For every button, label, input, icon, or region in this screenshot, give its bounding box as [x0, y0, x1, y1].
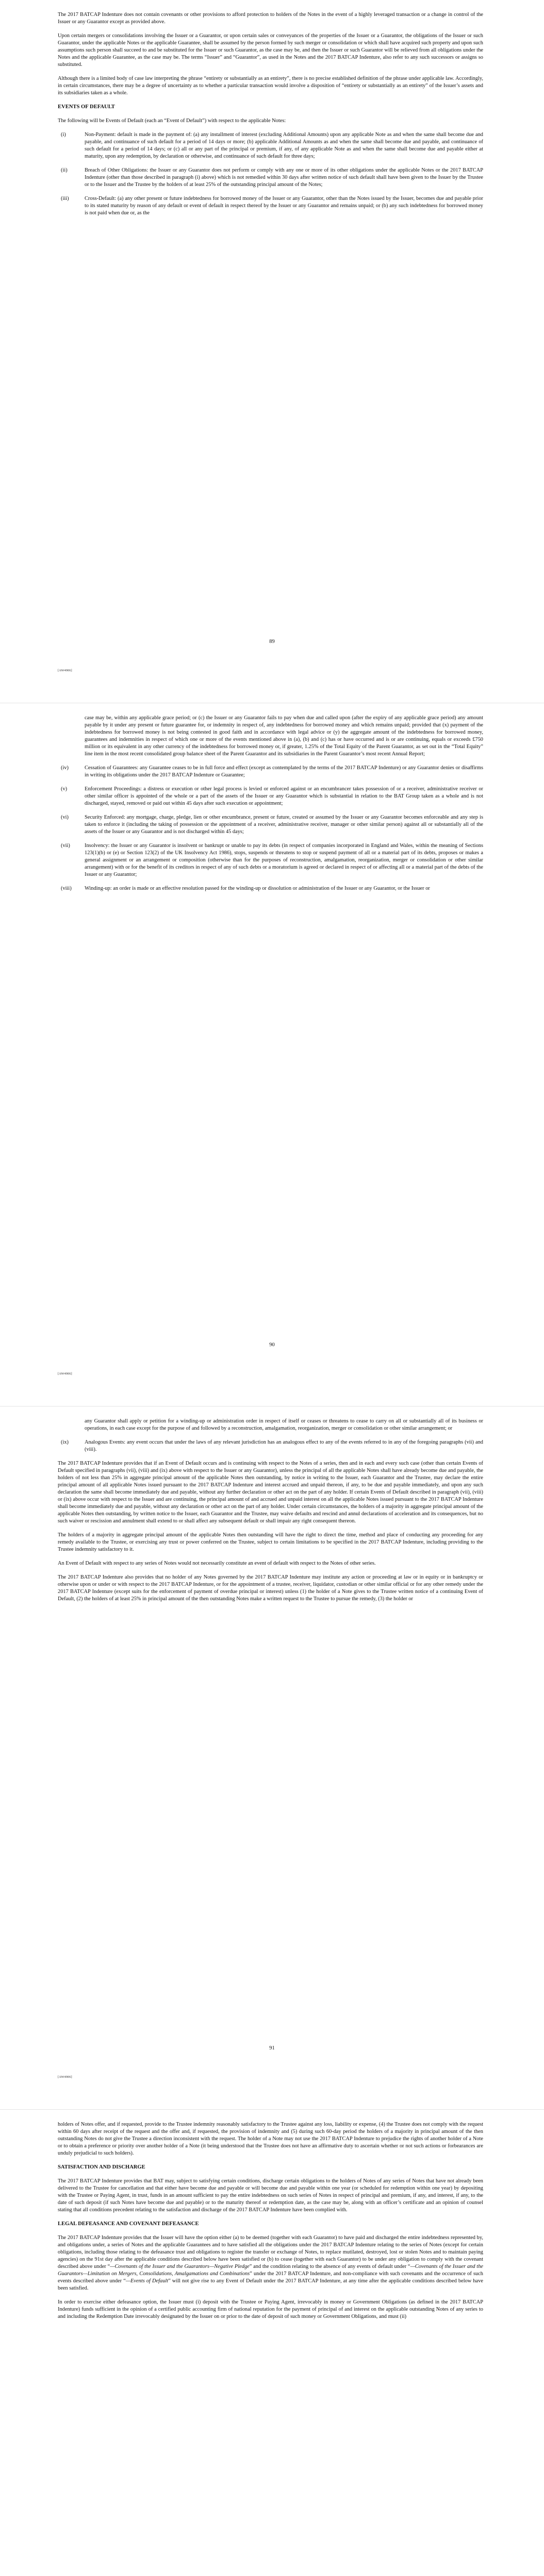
section-heading: SATISFACTION AND DISCHARGE [58, 2164, 145, 2170]
list-item [58, 842, 483, 878]
item-text: Analogous Events: any event occurs that under the laws of any relevant jurisdiction has an analogous effect to any of the events referred to in any of the foregoing paragraphs (vii) and (viii). [85, 1439, 483, 1452]
paragraph: Upon certain mergers or consolidations involving the Issuer or a Guarantor, or upon certain sales or conveyances of the properties of the Issuer or a Guarantor, the obligations of the Issuer or such Guarantor, under the applicable Notes or the applicable Guarantee, shall be assumed by the person formed by such merger or consolidation or which shall have acquired such property and upon such assumptions such person shall succeed to and be substituted for the Issuer or such Guarantor, as the case may be, and then the Issuer or such Guarantor will be relieved from all obligations under the Notes and the applicable Guarantee, as the case may be. The terms “Issuer” and “Guarantor”, as used in the Notes and the 2017 BATCAP Indenture, also refer to any such successors or assigns so substituted. [58, 33, 483, 67]
cross-reference: —Covenants of the Issuer and the Guarantors—Limitation on Mergers, Consolidations, Amalgamations and Combinations [58, 2264, 484, 2277]
item-number: (vii) [61, 843, 70, 849]
item-text: Enforcement Proceedings: a distress or execution or other legal process is levied or enforced against or an encumbrancer takes possession of or a receiver, administrative receiver or other similar officer is appointed of the whole or a part of the assets of the Issuer or any Guarantor which is substantial in relation to the BAT Group taken as a whole and is not discharged, stayed, removed or paid out within 45 days after such execution or appointment; [85, 786, 483, 806]
item-number: (i) [61, 132, 66, 138]
item-text: Cessation of Guarantees: any Guarantee ceases to be in full force and effect (except as contemplated by the terms of the 2017 BATCAP Indenture) or any Guarantor denies or disaffirms in writing its obligations under the 2017 BATCAP Indenture or Guarantee; [85, 765, 483, 778]
list-item [58, 1439, 483, 1453]
section-heading: EVENTS OF DEFAULT [58, 104, 115, 110]
list-item [58, 786, 483, 807]
page-89 [0, 0, 544, 703]
item-number: (ii) [61, 167, 68, 173]
item-text: Security Enforced: any mortgage, charge, pledge, lien or other encumbrance, present or future, created or assumed by the Issuer or any Guarantor becomes enforceable and any step is taken to enforce it (including the taking of possession or the appointment of a receiver, administrative receiver, manager or other similar person) against all or substantially all of the assets of the Issuer or any Guarantor and is not discharged within 45 days; [85, 815, 483, 835]
item-text: Insolvency: the Issuer or any Guarantor is insolvent or bankrupt or unable to pay its debts (in respect of companies incorporated in England and Wales, within the meaning of Sections 123(1)(b) or (e) or Section 123(2) of the UK Insolvency Act 1986), stops, suspends or threatens to stop or suspend payment of all or a material part of its debts, proposes or makes a general assignment or an arrangement or composition (otherwise than for the purposes of reconstruction, amalgamation, reorganization, merger or consolidation or other similar arrangement) with or for the benefit of its creditors in respect of any of such debts or a moratorium is agreed or declared in respect of or affecting all or a material part of the debts of the Issuer or any Guarantor; [85, 843, 483, 877]
page-number: 90 [269, 1342, 275, 1348]
item-text: Breach of Other Obligations: the Issuer or any Guarantor does not perform or comply with any one or more of its other obligations under the applicable Notes or the 2017 BATCAP Indenture (other than those described in paragraph (i) above) which is not remedied within 30 days after written notice of such default shall have been given to the Issuer by the Trustee or to the Issuer and the Trustee by the holders of at least 25% of the outstanding principal amount of the Notes; [85, 167, 483, 188]
page-89-content [58, 11, 483, 224]
section-heading: LEGAL DEFEASANCE AND COVENANT DEFEASANCE [58, 2221, 199, 2227]
document-code: [AW4906] [58, 1372, 72, 1376]
text-run: ” will not give rise to any Event of Default under the 2017 BATCAP Indenture, at any time after the applicable conditions described below have been satisfied. [58, 2278, 483, 2291]
list-item [58, 814, 483, 836]
document-code: [AW4906] [58, 2075, 72, 2079]
paragraph: The following will be Events of Default (each an “Event of Default”) with respect to the applicable Notes: [58, 118, 286, 124]
paragraph [58, 2234, 483, 2292]
item-number: (vi) [61, 815, 69, 820]
paragraph: The holders of a majority in aggregate principal amount of the applicable Notes then outstanding will have the right to direct the time, method and place of conducting any proceeding for any remedy available to the Trustee, or exercising any trust or power conferred on the Trustee, subject to certain limitations to be specified in the 2017 BATCAP Indenture, including providing to the Trustee indemnity satisfactory to it. [58, 1532, 483, 1552]
list-item [58, 765, 483, 779]
page-number: 91 [269, 2045, 275, 2051]
item-text: Cross-Default: (a) any other present or future indebtedness for borrowed money of the Issuer or any Guarantor, other than the Notes issued by the Issuer, becomes due and payable prior to its stated maturity by reason of any default or event of default in respect thereof by the Issuer or any Guarantor and remains unpaid; or (b) any such indebtedness for borrowed money is not paid when due or, as the [85, 196, 483, 216]
item-number: (ix) [61, 1439, 69, 1445]
continued-item-text: any Guarantor shall apply or petition for a winding-up or administration order in respect of itself or ceases or threatens to cease to carry on all or substantially all of its business or operations, in each case except for the purpose of and followed by a reconstruction, amalgamation, reorganization, merger or consolidation or other similar arrangement; or [85, 1418, 483, 1431]
page-92-content [58, 2121, 483, 2327]
paragraph: The 2017 BATCAP Indenture provides that BAT may, subject to satisfying certain conditions, discharge certain obligations to the holders of Notes of any series of Notes that have not already been delivered to the Trustee for cancellation and that either have become due and payable or will become due and payable within one year (or scheduled for redemption within one year) by depositing with the Trustee or Paying Agent, in trust, funds in an amount sufficient to pay the entire indebtedness on such series of Notes in respect of principal and premium, if any, and interest, if any, to the date of such deposit (if such Notes have become due and payable) or to the maturity thereof or redemption date, as the case may be, along with an officer’s certificate and an opinion of counsel stating that all conditions precedent relating to the satisfaction and discharge of the 2017 BATCAP Indenture have been complied with. [58, 2178, 483, 2213]
list-item [58, 167, 483, 189]
list-item [58, 195, 483, 217]
paragraph: The 2017 BATCAP Indenture does not contain covenants or other provisions to afford protection to holders of the Notes in the event of a highly leveraged transaction or a change in control of the Issuer or any Guarantor except as provided above. [58, 12, 483, 25]
paragraph: The 2017 BATCAP Indenture provides that if an Event of Default occurs and is continuing with respect to the Notes of a series, then and in each and every such case (other than certain Events of Default specified in paragraphs (vii), (viii) and (ix) above with respect to the Issuer or any Guarantor), unless the principal of all the applicable Notes shall have already become due and payable, the holders of not less than 25% in aggregate principal amount of the applicable Notes then outstanding, by notice in writing to the Issuer, each Guarantor and the Trustee, may declare the entire principal amount of all applicable Notes issued pursuant to the 2017 BATCAP Indenture and interest accrued and unpaid thereon, if any, to be due and payable immediately, and upon any such declaration the same shall become immediately due and payable, without any further declaration or other act on the part of any holder. If certain Events of Default described in paragraph (vii), (viii) or (ix) above occur with respect to the Issuer and are continuing, the principal amount of and accrued and unpaid interest on all the applicable Notes issued pursuant to the 2017 BATCAP Indenture shall become immediately due and payable, without any declaration or other act on the part of any holder. Under certain circumstances, the holders of a majority in aggregate principal amount of the applicable Notes then outstanding, by written notice to the Issuer, each Guarantor and the Trustee, may waive defaults and rescind and annul declarations of acceleration and its consequences, but no such waiver or rescission and annulment shall extend to or shall affect any subsequent default or shall impair any right consequent thereon. [58, 1461, 483, 1524]
page-91 [0, 1406, 544, 2110]
page-92 [0, 2110, 544, 2576]
document-code: [AW4906] [58, 669, 72, 672]
continued-item-text: case may be, within any applicable grace period; or (c) the Issuer or any Guarantor fails to pay when due and called upon (after the expiry of any applicable grace period) any amount payable by it under any present or future guarantee for, or indemnity in respect of, any indebtedness for borrowed money and which remains unpaid; provided that (x) payment of the indebtedness for borrowed money is not being contested in good faith and in accordance with legal advice or (y) the aggregate amount of the indebtedness for borrowed money, guarantees and indemnities in respect of which one or more of the events mentioned above in (a), (b) and (c) has or have occurred and is or are continuing, equals or exceeds £750 million or its equivalent in any other currency of the indebtedness for borrowed money or, if greater, 1.25% of the Total Equity of the Parent Guarantor, as set out in the “Total Equity” line item in the most recent consolidated group balance sheet of the Parent Guarantor and its subsidiaries in the Parent Guarantor’s most recent Annual Report; [85, 715, 483, 757]
item-number: (viii) [61, 886, 72, 891]
page-90 [0, 703, 544, 1406]
text-run: ” and the condition relating to the absence of any events of default under “ [249, 2264, 410, 2269]
page-91-content [58, 1418, 483, 1609]
cross-reference: —Covenants of the Issuer and the Guarantors—Negative Pledge [110, 2264, 250, 2269]
paragraph: Although there is a limited body of case law interpreting the phrase “entirety or substantially as an entirety”, there is no precise established definition of the phrase under applicable law. Accordingly, in certain circumstances, there may be a degree of uncertainty as to whether a particular transaction would involve a disposition of “entirety or substantially as an entirety” of the Issuer’s assets and its subsidiaries taken as a whole. [58, 76, 483, 96]
item-number: (v) [61, 786, 68, 792]
paragraph: An Event of Default with respect to any series of Notes would not necessarily constitute an event of default with respect to the Notes of other series. [58, 1561, 376, 1566]
item-text: Non-Payment: default is made in the payment of: (a) any installment of interest (excluding Additional Amounts) upon any applicable Note as and when the same shall become due and payable, and continuance of such default for a period of 14 days or more; (b) applicable Additional Amounts as and when the same shall become due and payable, and continuance of such default for a period of 14 days; or (c) all or any part of the principal or premium, if any, of any applicable Note as and when the same shall become due and payable either at maturity, upon any redemption, by declaration or otherwise, and continuance of such default for three days; [85, 132, 483, 159]
list-item [58, 885, 483, 892]
cross-reference: —Events of Default [125, 2278, 169, 2284]
page-90-content [58, 715, 483, 899]
item-number: (iv) [61, 765, 69, 771]
item-number: (iii) [61, 196, 69, 201]
text-run: The 2017 BATCAP Indenture provides that the Issuer will have the option either (a) to be deemed (together with each Guarantor) to have paid and discharged the entire indebtedness represented by, and obligations under, a series of Notes and the applicable Guarantees and to have satisfied all the obligations under the 2017 BATCAP Indenture relating to the series of Notes (except for certain obligations, including those relating to the defeasance trust and obligations to register the transfer or exchange of Notes, to replace mutilated, destroyed, lost or stolen Notes and to maintain paying agencies) on the 91st day after the applicable conditions described below have been satisfied or (b) to cease (together with each Guarantor) to be under any obligation to comply with the covenant described above under “ [58, 2235, 483, 2269]
list-item [58, 131, 483, 160]
page-number: 89 [269, 639, 275, 645]
paragraph: In order to exercise either defeasance option, the Issuer must (i) deposit with the Trustee or Paying Agent, irrevocably in money or Government Obligations (as defined in the 2017 BATCAP Indenture) funds sufficient in the opinion of a certified public accounting firm of national reputation for the payment of principal of and interest on the applicable outstanding Notes of any series to and including the Redemption Date irrevocably designated by the Issuer on or prior to the date of deposit of such money or Government Obligations, and must (ii) [58, 2299, 483, 2319]
item-text: Winding-up: an order is made or an effective resolution passed for the winding-up or dissolution or administration of the Issuer or any Guarantor, or the Issuer or [85, 886, 430, 891]
paragraph: The 2017 BATCAP Indenture also provides that no holder of any Notes governed by the 2017 BATCAP Indenture may institute any action or proceeding at law or in equity or in bankruptcy or otherwise upon or under or with respect to the 2017 BATCAP Indenture, or for the appointment of a trustee, receiver, liquidator, custodian or other similar official or for any other remedy under the 2017 BATCAP Indenture (except suits for the enforcement of payment of overdue principal or interest) unless (1) the holder of a Note gives to the Trustee written notice of a continuing Event of Default, (2) the holders of at least 25% in principal amount of the then outstanding Notes make a written request to the Trustee to pursue the remedy, (3) the holder or [58, 1574, 483, 1602]
text-run: ” under the 2017 BATCAP Indenture, and non-compliance with such covenants and the occurrence of such events described above under “ [58, 2271, 483, 2284]
paragraph: holders of Notes offer, and if requested, provide to the Trustee indemnity reasonably satisfactory to the Trustee against any loss, liability or expense, (4) the Trustee does not comply with the request within 60 days after receipt of the request and the offer and, if requested, the provision of indemnity and (5) during such 60-day period the holders of a majority in principal amount of the then outstanding Notes do not give the Trustee a direction inconsistent with the request. The holder of a Note may not use the 2017 BATCAP Indenture to prejudice the rights of another holder of a Note or to obtain a preference or priority over another holder of a Note (it being understood that the Trustee does not have an affirmative duty to ascertain whether or not such actions or forbearances are unduly prejudicial to such holders). [58, 2122, 483, 2156]
